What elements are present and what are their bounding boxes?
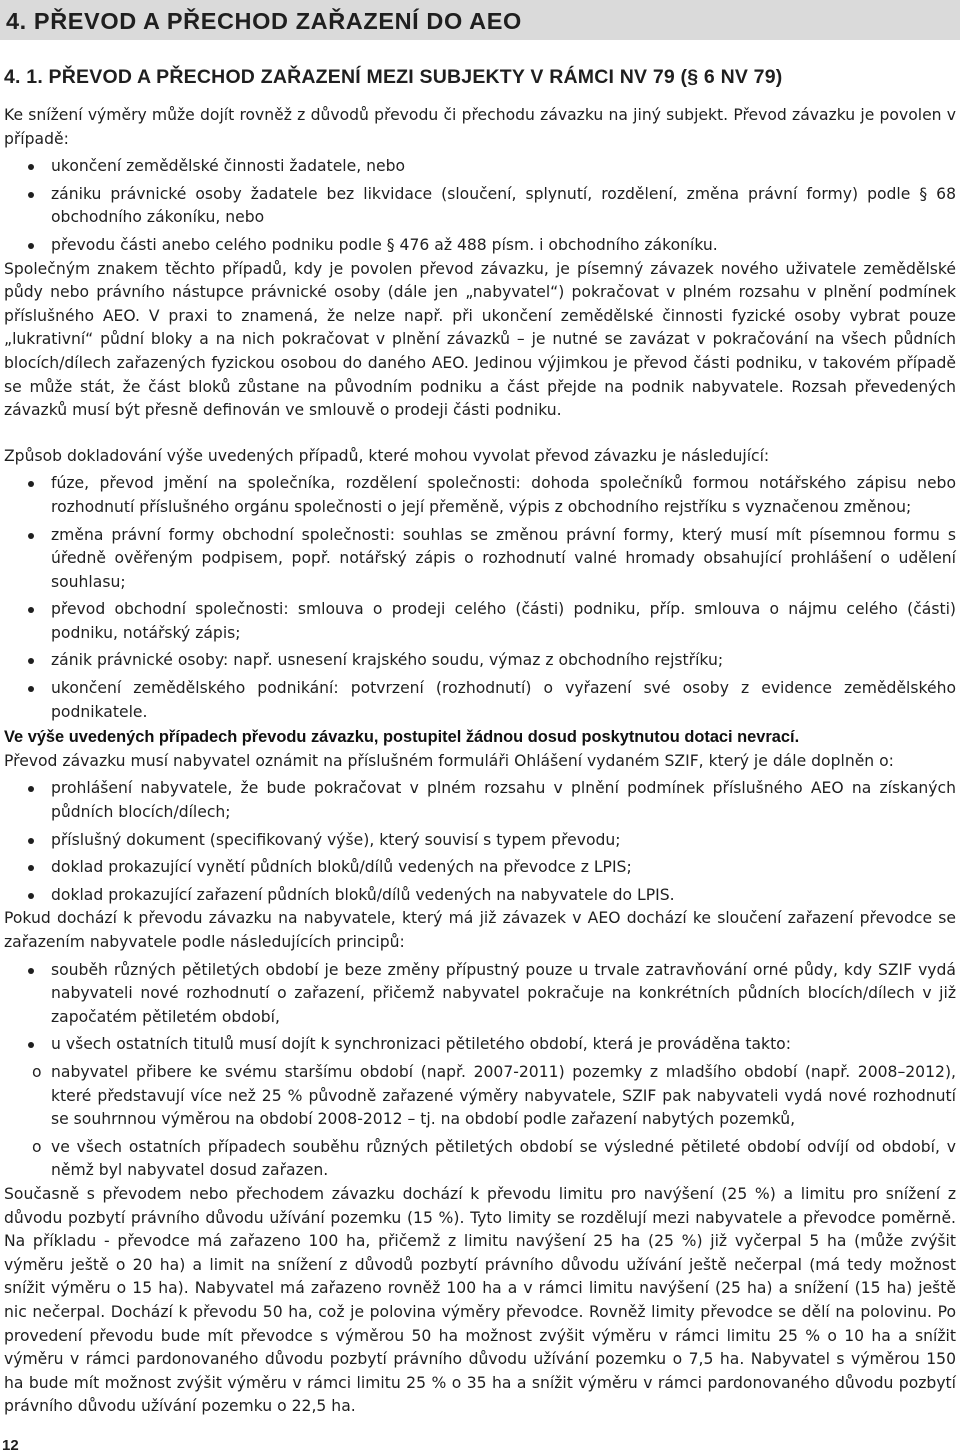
merge-list: [4, 959, 956, 1057]
chapter-heading: 4. PŘEVOD A PŘECHOD ZAŘAZENÍ DO AEO: [0, 0, 960, 40]
sub-list-text: nabyvatel přibere ke svému staršímu období (např. 2007-2011) pozemky z mladšího období (např. 2008–2012), které představují více než 25 % původně zařazené výměry nabyvatele, SZIF pak nabyvateli vydá nové rozhodnutí se souhrnnou výměrou na období 2008-2012 – tj. na období podle zařazení nabytých pozemků,: [51, 1062, 956, 1129]
cases-list: [4, 155, 956, 257]
sub-list: [4, 1061, 956, 1183]
list-item: prohlášení nabyvatele, že bude pokračovat v plném rozsahu v plnění podmínek příslušného AEO na získaných půdních blocích/dílech;: [4, 777, 956, 824]
list-item: změna právní formy obchodní společnosti: souhlas se změnou právní formy, který musí mít písemnou formu s úředně ověřeným podpisem, popř. notářský zápis o rozhodnutí valné hromady obsahující prohlášení o udělení souhlasu;: [4, 524, 956, 595]
list-item: fúze, převod jmění na společníka, rozdělení společnosti: dohoda společníků formou notářského zápisu nebo rozhodnutí příslušného orgánu společnosti o její přeměně, výpis z obchodního rejstříku s vyznačenou změnou;: [4, 472, 956, 519]
list-item: doklad prokazující zařazení půdních bloků/dílů vedených na nabyvatele do LPIS.: [4, 884, 956, 908]
final-paragraph: Současně s převodem nebo přechodem závazku dochází k převodu limitu pro navýšení (25 %) a limitu pro snížení z důvodu pozbytí právního důvodu užívání pozemku (15 %). Tyto limity se rozdělují mezi nabyvatele a převodce poměrně. Na příkladu - převodce má zařazeno 100 ha, přičemž z limitu navýšení 25 ha (25 %) již vyčerpal 5 ha (může zvýšit výměru ještě o 20 ha) a limit na snížení z důvodů pozbytí právního důvodu užívání ještě nečerpal (má tedy možnost snížit výměru o 15 ha). Nabyvatel má zařazeno rovněž 100 ha a v rámci limitu navýšení (25 ha) a snížení (15 ha) ještě nic nečerpal. Dochází k převodu 50 ha, což je polovina výměry převodce. Rovněž limity převodce se dělí na polovinu. Po provedení převodu bude mít převodce s výměrou 50 ha možnost zvýšit výměru v rámci limitu 25 % o 10 ha a snížit výměru v rámci pardonovaného důvodu pozbytí právního důvodu užívání pozemku o 7,5 ha. Nabyvatel s výměrou 150 ha bude mít možnost zvýšit výměru v rámci limitu 25 % o 35 ha a snížit výměru v rámci pardonovaného důvodu pozbytí právního důvodu užívání pozemku o 22,5 ha.: [4, 1184, 956, 1416]
report-list: [4, 777, 956, 907]
documentation-intro: Způsob dokladování výše uvedených případů, které mohou vyvolat převod závazku je následující:: [4, 446, 770, 465]
sub-list-marker: o: [32, 1062, 42, 1081]
list-item: příslušný dokument (specifikovaný výše), který souvisí s typem převodu;: [4, 829, 956, 853]
page-content: [4, 64, 956, 1419]
sub-list-item: [4, 1136, 956, 1183]
documentation-list: [4, 472, 956, 724]
list-item: u všech ostatních titulů musí dojít k synchronizaci pětiletého období, která je prováděna takto:: [4, 1033, 956, 1057]
list-item: převod obchodní společnosti: smlouva o prodeji celého (části) podniku, příp. smlouva o nájmu celého (části) podniku, notářský zápis;: [4, 598, 956, 645]
list-item: doklad prokazující vynětí půdních bloků/dílů vedených na převodce z LPIS;: [4, 856, 956, 880]
list-item: souběh různých pětiletých období je beze změny přípustný pouze u trvale zatravňování orné půdy, kdy SZIF vydá nabyvateli nové rozhodnutí o zařazení, přičemž nabyvatel pokračuje na konkrétních půdních blocích/dílech v již započatém pětiletém období,: [4, 959, 956, 1030]
intro-paragraph: Ke snížení výměry může dojít rovněž z důvodů převodu či přechodu závazku na jiný subjekt. Převod závazku je povolen v případě:: [4, 106, 956, 148]
sub-list-item: [4, 1061, 956, 1132]
page-number: 12: [2, 1437, 19, 1454]
list-item: převodu části anebo celého podniku podle § 476 až 488 písm. i obchodního zákoníku.: [4, 234, 956, 258]
sub-list-text: ve všech ostatních případech souběhu různých pětiletých období se výsledné pětileté období odvíjí od období, v němž byl nabyvatel dosud zařazen.: [51, 1137, 956, 1180]
section-heading: 4. 1. PŘEVOD A PŘECHOD ZAŘAZENÍ MEZI SUBJEKTY V RÁMCI NV 79 (§ 6 NV 79): [4, 66, 783, 88]
bold-note: Ve výše uvedených případech převodu závazku, postupitel žádnou dosud poskytnutou dotaci nevrací.: [4, 728, 800, 747]
list-item: ukončení zemědělské činnosti žadatele, nebo: [4, 155, 956, 179]
list-item: zánik právnické osoby: např. usnesení krajského soudu, výmaz z obchodního rejstříku;: [4, 649, 956, 673]
sub-list-marker: o: [32, 1137, 42, 1156]
report-intro: Převod závazku musí nabyvatel oznámit na příslušném formuláři Ohlášení vydaném SZIF, který je dále doplněn o:: [4, 751, 894, 770]
list-item: zániku právnické osoby žadatele bez likvidace (sloučení, splynutí, rozdělení, změna právní formy) podle § 68 obchodního zákoníku, nebo: [4, 183, 956, 230]
list-item: ukončení zemědělského podnikání: potvrzení (rozhodnutí) o vyřazení své osoby z evidence zemědělského podnikatele.: [4, 677, 956, 724]
merge-intro: Pokud dochází k převodu závazku na nabyvatele, který má již závazek v AEO dochází ke sloučení zařazení převodce se zařazením nabyvatele podle následujících principů:: [4, 909, 956, 951]
common-features-paragraph: Společným znakem těchto případů, kdy je povolen převod závazku, je písemný závazek nového uživatele zemědělské půdy nebo právního nástupce právnické osoby (dále jen „nabyvatel“) pokračovat v plném rozsahu v plnění podmínek příslušného AEO. V praxi to znamená, že nelze např. při ukončení zemědělské činnosti fyzické osoby vybrat pouze „lukrativní“ půdní bloky a na nich pokračovat v plnění závazků – je nutné se zavázat v pokračování na všech půdních blocích/dílech zařazených fyzickou osobou do daného AEO. Jedinou výjimkou je převod části podniku, v takovém případě se může stát, že část bloků zůstane na původním podniku a část přejde na podnik nabyvatele. Rozsah převedených závazků musí být přesně definován ve smlouvě o prodeji části podniku.: [4, 259, 956, 420]
